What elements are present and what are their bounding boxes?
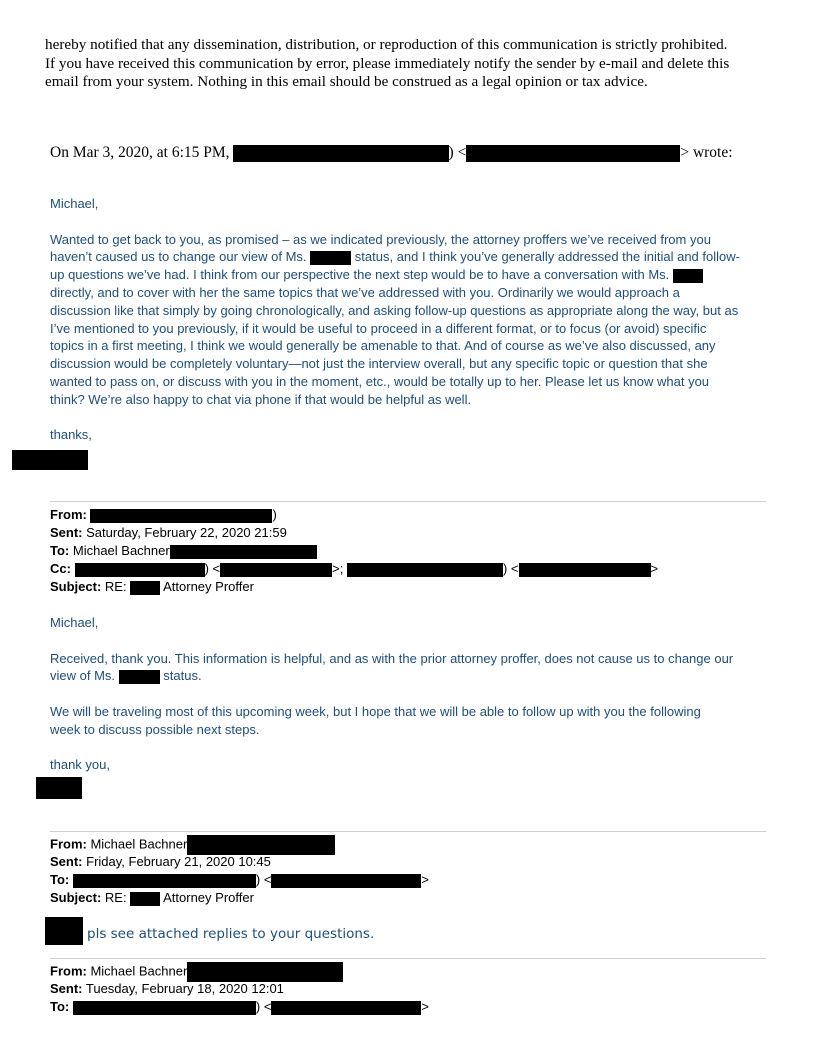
body-line: topics in a first meeting, I think we would generally be amenable to that. And of course as we’ve also discussed, any <box>50 338 716 354</box>
redacted-signature <box>12 450 88 470</box>
redacted-from-email <box>187 962 343 982</box>
disclaimer-line: If you have received this communication by error, please immediately notify the sender by e-mail and delete this <box>45 54 730 72</box>
body-line: directly, and to cover with her the same topics that we’ve addressed with you. Ordinarily we would approach a <box>50 284 680 300</box>
divider <box>50 831 766 832</box>
redacted-name <box>673 269 703 283</box>
redacted-sender-email <box>466 145 680 162</box>
redacted-name <box>310 251 351 265</box>
redacted-cc <box>519 563 651 577</box>
redacted-cc <box>75 563 205 577</box>
quote-header-suffix: > wrote: <box>680 144 733 161</box>
email-body-1 <box>50 195 770 444</box>
redacted-cc <box>220 563 332 577</box>
redacted-from-email <box>187 835 335 855</box>
body-line: week to discuss possible next steps. <box>50 721 260 737</box>
legal-disclaimer <box>45 36 785 92</box>
redacted-from <box>90 509 272 523</box>
cc-row: Cc: ) < >; ) < > <box>50 561 659 576</box>
to-row: To: Michael Bachner <box>50 542 658 560</box>
from-row: From: Michael Bachner <box>50 962 429 980</box>
redacted-to <box>73 1001 256 1015</box>
subject-row: Subject: RE: Attorney Proffer <box>50 579 254 594</box>
body-line: discussion like that simply by going chronologically, and asking follow-up questions as appropriate along the way, but as <box>50 302 739 318</box>
divider <box>50 501 766 502</box>
redacted-sender-name <box>233 145 449 162</box>
redacted-name <box>45 917 83 945</box>
body-line: haven’t caused us to change our view of Ms. status, and I think you’ve generally addressed the initial and follow- <box>50 249 740 265</box>
greeting: Michael, <box>50 615 99 630</box>
body-line: think? We’re also happy to chat via phone if that would be helpful as well. <box>50 391 472 407</box>
divider <box>50 958 766 959</box>
email-body-2 <box>50 614 770 774</box>
email-header-3 <box>50 835 429 907</box>
quote-header-mid: ) < <box>448 144 467 161</box>
from-row: From: Michael Bachner <box>50 835 429 853</box>
redacted-name <box>119 670 160 684</box>
body-line: view of Ms. status. <box>50 668 202 684</box>
redacted-signature <box>36 777 82 799</box>
signoff: thank you, <box>50 757 110 773</box>
sent-row: Sent: Saturday, February 22, 2020 21:59 <box>50 525 287 540</box>
signoff: thanks, <box>50 427 92 443</box>
redacted-to-email <box>271 1001 421 1015</box>
redacted-subject <box>130 892 160 906</box>
email-body-3: pls see attached replies to your questions. <box>87 926 375 942</box>
greeting: Michael, <box>50 196 99 211</box>
redacted-cc <box>347 563 503 577</box>
body-line: discussion would be completely voluntary—not just the interview overall, but any specific topic or question that she <box>50 356 708 372</box>
body-line: We will be traveling most of this upcoming week, but I hope that we will be able to follow up with you the following <box>50 703 701 719</box>
from-row: From: ) <box>50 507 277 522</box>
redacted-to-email <box>170 545 317 559</box>
body-line: I’ve mentioned to you previously, if it would be useful to proceed in a different format, or to focus (or avoid) specific <box>50 320 707 336</box>
disclaimer-line: hereby notified that any dissemination, distribution, or reproduction of this communication is strictly prohibited. <box>45 36 728 53</box>
subject-row: Subject: RE: Attorney Proffer <box>50 890 254 905</box>
redacted-to <box>73 874 256 888</box>
email-header-2 <box>50 506 658 596</box>
body-line: wanted to pass on, or discuss with you in the moment, etc., would be totally up to her. Please let us know what you <box>50 373 710 389</box>
sent-row: Sent: Tuesday, February 18, 2020 12:01 <box>50 981 284 996</box>
to-row: To: ) < > <box>50 872 430 887</box>
to-row: To: ) < > <box>50 999 430 1014</box>
quote-header-prefix: On Mar 3, 2020, at 6:15 PM, <box>50 144 230 161</box>
redacted-subject <box>130 581 160 595</box>
body-line: Received, thank you. This information is helpful, and as with the prior attorney proffer, does not cause us to change our <box>50 650 734 666</box>
body-line: up questions we’ve had. I think from our perspective the next step would be to have a conversation with Ms. <box>50 266 770 284</box>
email-header-4 <box>50 962 429 1016</box>
disclaimer-line: email from your system. Nothing in this email should be construed as a legal opinion or tax advice. <box>45 73 648 90</box>
body-line: Wanted to get back to you, as promised – as we indicated previously, the attorney proffers we’ve received from you <box>50 231 711 247</box>
quote-header <box>50 143 733 163</box>
sent-row: Sent: Friday, February 21, 2020 10:45 <box>50 854 271 869</box>
redacted-to-email <box>271 874 421 888</box>
